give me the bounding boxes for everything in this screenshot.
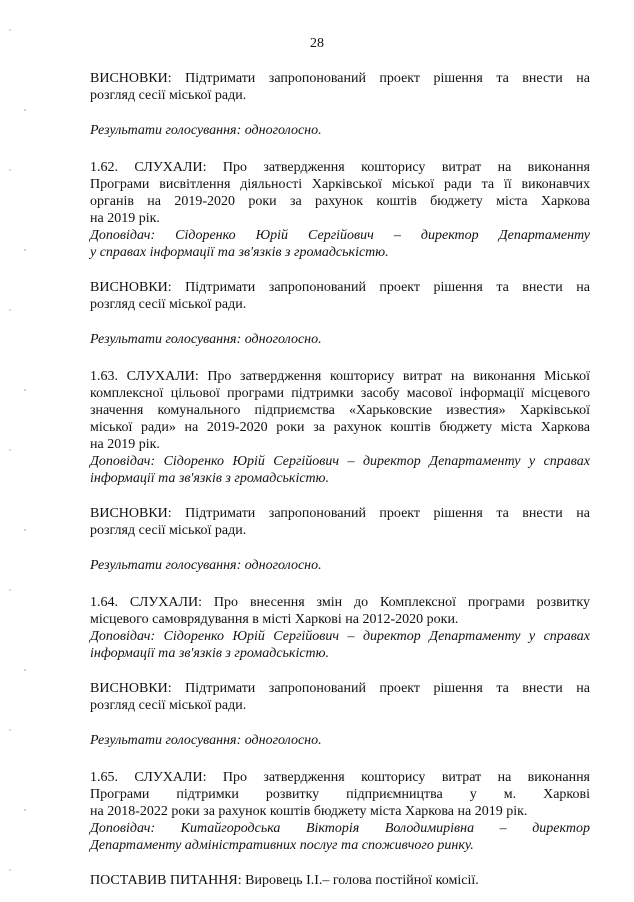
text-line: 1.64. СЛУХАЛИ: Про внесення змін до Комплексної програми розвитку bbox=[90, 595, 590, 610]
scan-edge-noise bbox=[0, 0, 38, 902]
spacer bbox=[90, 854, 590, 872]
text-line: ВИСНОВКИ: Підтримати запропонований проект рішення та внести на bbox=[90, 681, 590, 696]
text-line: розгляд сесії міської ради. bbox=[90, 698, 247, 713]
spacer bbox=[90, 104, 590, 122]
statement-line: ПОСТАВИВ ПИТАННЯ: Вировець І.І.– голова постійної комісії. bbox=[90, 873, 479, 888]
speaker-line: Департаменту адміністративних послуг та споживчого ринку. bbox=[90, 838, 474, 853]
spacer bbox=[90, 574, 590, 594]
vote-result: Результати голосування: одноголосно. bbox=[90, 332, 322, 347]
spacer bbox=[90, 487, 590, 505]
agenda-item-1-64 bbox=[90, 594, 590, 662]
text-line: розгляд сесії міської ради. bbox=[90, 88, 247, 103]
text-line: місцевого самоврядування в місті Харкові на 2012-2020 роки. bbox=[90, 612, 459, 627]
text-line: ВИСНОВКИ: Підтримати запропонований проект рішення та внести на bbox=[90, 280, 590, 295]
spacer bbox=[90, 749, 590, 769]
spacer bbox=[90, 714, 590, 732]
text-line: 1.63. СЛУХАЛИ: Про затвердження кошторису витрат на виконання Міської bbox=[90, 369, 590, 384]
speaker-line: Доповідач: Китайгородська Вікторія Володимирівна – директор bbox=[90, 821, 590, 836]
text-line: Програми висвітлення діяльності Харківської міської ради та її виконавчих bbox=[90, 177, 590, 192]
speaker-line: Доповідач: Сідоренко Юрій Сергійович – директор Департаменту у справах bbox=[90, 629, 590, 644]
speaker-line: Доповідач: Сідоренко Юрій Сергійович – директор Департаменту bbox=[90, 228, 590, 243]
conclusion-paragraph bbox=[90, 70, 590, 104]
text-line: на 2019 рік. bbox=[90, 211, 160, 226]
text-line: ВИСНОВКИ: Підтримати запропонований проект рішення та внести на bbox=[90, 71, 590, 86]
text-line: органів на 2019-2020 роки за рахунок коштів бюджету міста Харкова bbox=[90, 194, 590, 209]
vote-result: Результати голосування: одноголосно. bbox=[90, 123, 322, 138]
spacer bbox=[90, 313, 590, 331]
spacer bbox=[90, 348, 590, 368]
spacer bbox=[90, 261, 590, 279]
page-number: 28 bbox=[310, 36, 324, 51]
speaker-line: інформації та зв'язків з громадськістю. bbox=[90, 471, 330, 486]
text-line: на 2019 рік. bbox=[90, 437, 160, 452]
speaker-line: інформації та зв'язків з громадськістю. bbox=[90, 646, 330, 661]
speaker-line: Доповідач: Сідоренко Юрій Сергійович – директор Департаменту у справах bbox=[90, 454, 590, 469]
vote-result: Результати голосування: одноголосно. bbox=[90, 733, 322, 748]
text-line: ВИСНОВКИ: Підтримати запропонований проект рішення та внести на bbox=[90, 506, 590, 521]
conclusion-paragraph bbox=[90, 680, 590, 714]
conclusion-paragraph bbox=[90, 505, 590, 539]
text-line: міської ради» на 2019-2020 роки за рахунок коштів бюджету міста Харкова bbox=[90, 420, 590, 435]
text-line: 1.62. СЛУХАЛИ: Про затвердження кошторису витрат на виконання bbox=[90, 160, 590, 175]
minutes-body bbox=[90, 70, 590, 889]
text-line: розгляд сесії міської ради. bbox=[90, 297, 247, 312]
text-line: розгляд сесії міської ради. bbox=[90, 523, 247, 538]
spacer bbox=[90, 539, 590, 557]
agenda-item-1-62 bbox=[90, 159, 590, 261]
vote-result: Результати голосування: одноголосно. bbox=[90, 558, 322, 573]
spacer bbox=[90, 139, 590, 159]
text-line: 1.65. СЛУХАЛИ: Про затвердження кошторису витрат на виконання bbox=[90, 770, 590, 785]
text-line: значення комунального підприємства «Харьковские известия» Харківської bbox=[90, 403, 590, 418]
spacer bbox=[90, 662, 590, 680]
text-line: Програми підтримки розвитку підприємництва у м. Харкові bbox=[90, 787, 590, 802]
text-line: на 2018-2022 роки за рахунок коштів бюджету міста Харкова на 2019 рік. bbox=[90, 804, 528, 819]
text-line: комплексної цільової програми підтримки засобу масової інформації місцевого bbox=[90, 386, 590, 401]
agenda-item-1-63 bbox=[90, 368, 590, 487]
conclusion-paragraph bbox=[90, 279, 590, 313]
agenda-item-1-65 bbox=[90, 769, 590, 854]
speaker-line: у справах інформації та зв'язків з громадськістю. bbox=[90, 245, 389, 260]
